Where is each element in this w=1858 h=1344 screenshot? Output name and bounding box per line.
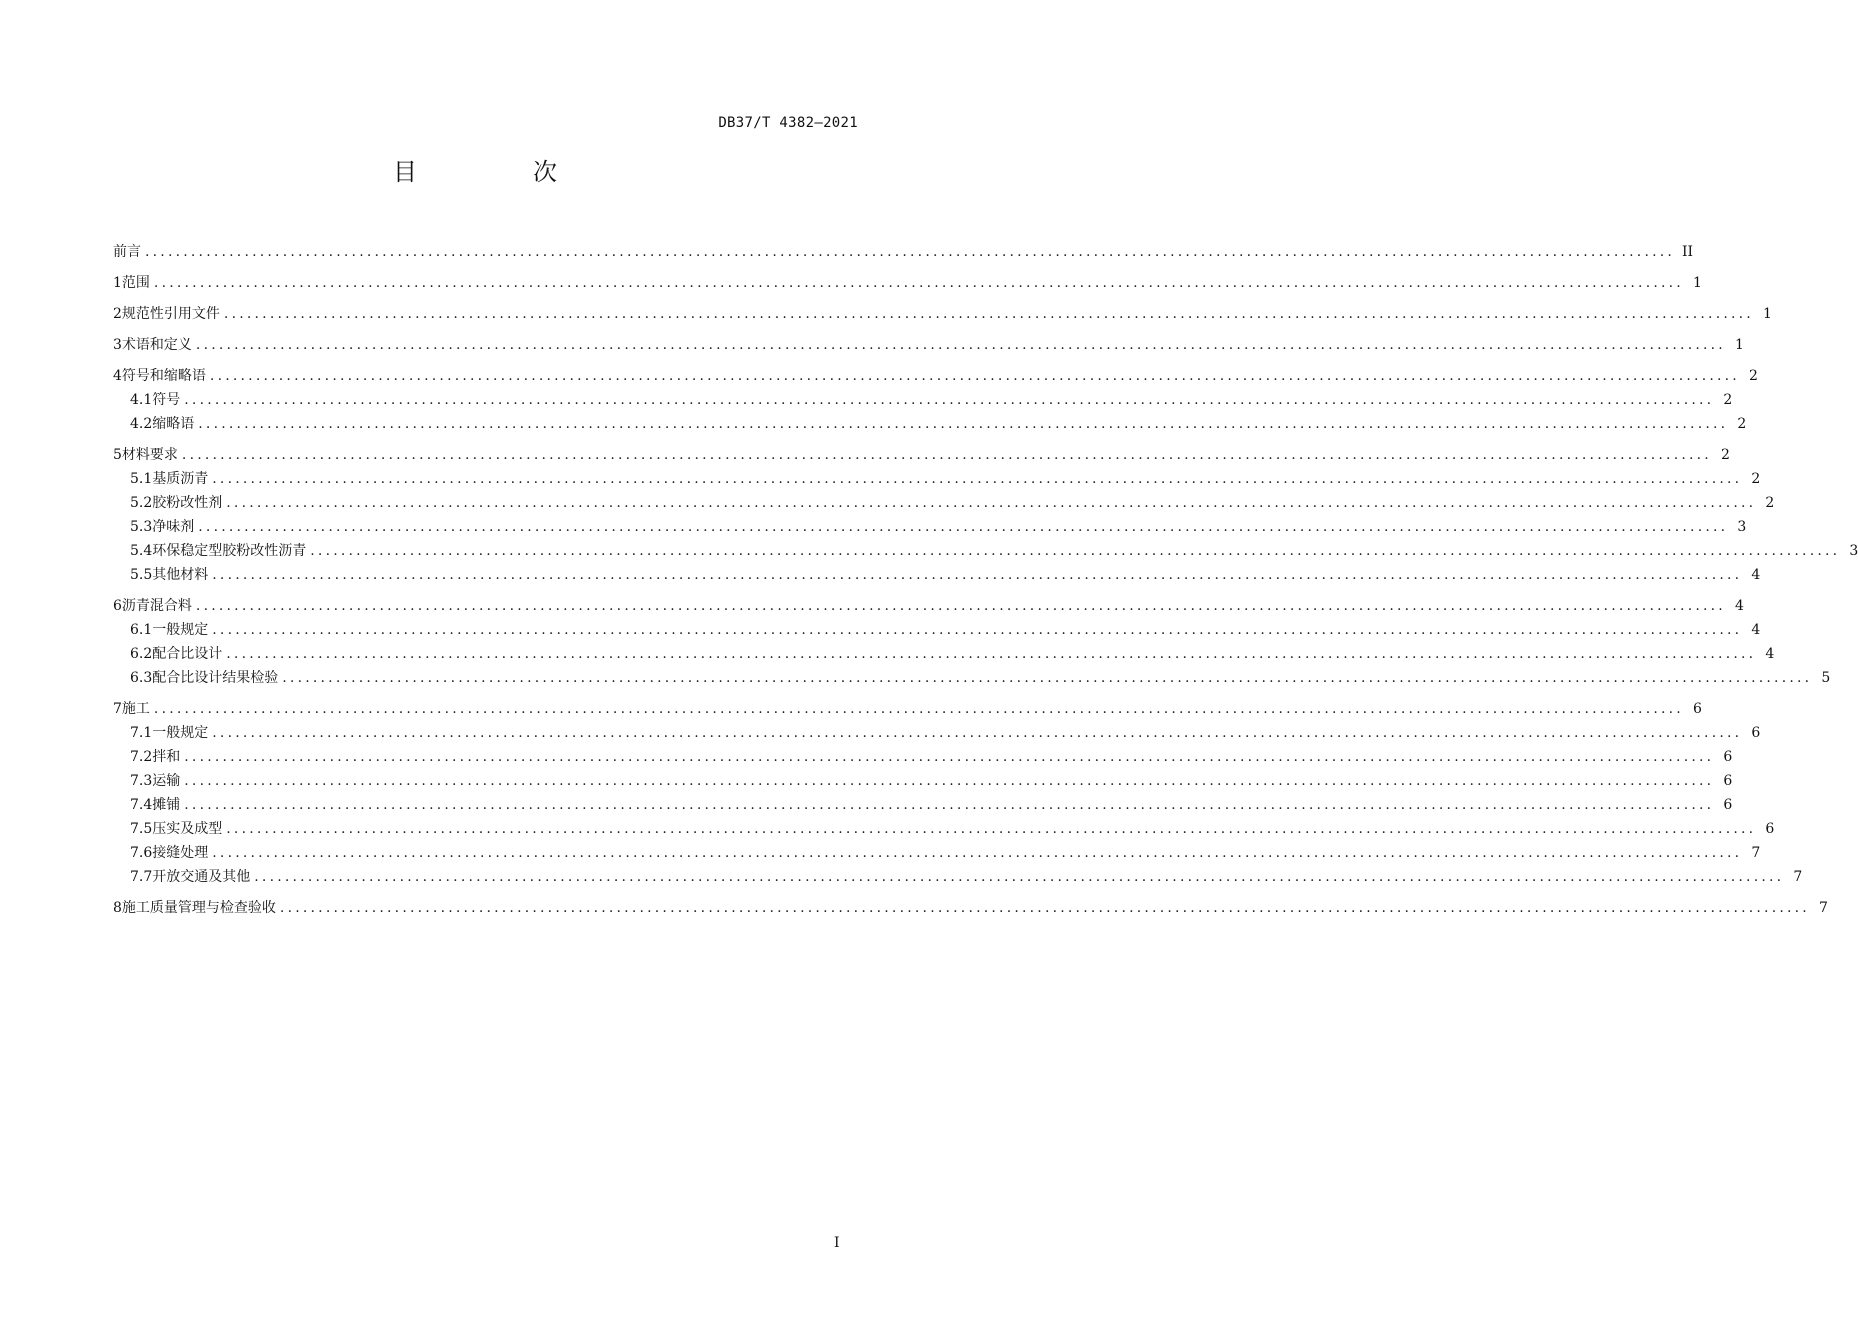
toc-entry-number: 6 <box>113 598 122 614</box>
toc-entry-page: 2 <box>1751 471 1761 487</box>
toc-leader-dots: ........................................................................................................................................................................................................ <box>212 725 1743 741</box>
toc-entry-number: 2 <box>113 306 122 322</box>
toc-entry-number: 7.1 <box>130 725 153 741</box>
toc-entry-number: 7.3 <box>130 773 153 789</box>
toc-entry-number: 5.1 <box>130 471 153 487</box>
toc-entry-page: 1 <box>1693 275 1702 291</box>
toc-entry-page: 3 <box>1737 519 1747 535</box>
toc-leader-dots: ........................................................................................................................................................................................................ <box>198 519 1729 535</box>
toc-entry[interactable] <box>113 841 1761 865</box>
toc-leader-dots: ........................................................................................................................................................................................................ <box>212 567 1743 583</box>
toc-entry-page: 6 <box>1723 797 1733 813</box>
toc-entry-number: 7.6 <box>130 845 153 861</box>
toc-entry[interactable] <box>113 642 1775 666</box>
page-title: 目 次 <box>393 158 603 186</box>
toc-entry-page: 3 <box>1849 543 1858 559</box>
toc-entry-number: 4.2 <box>130 416 153 432</box>
toc-entry-title: 沥青混合料 <box>121 598 192 614</box>
toc-entry[interactable] <box>113 443 1730 467</box>
toc-entry-title: 压实及成型 <box>152 821 223 837</box>
toc-entry-page: 4 <box>1751 567 1761 583</box>
toc-entry[interactable] <box>113 539 1858 563</box>
toc-entry-title: 施工质量管理与检查验收 <box>121 900 276 916</box>
toc-entry-title: 符号和缩略语 <box>121 368 206 384</box>
toc-entry-number: 1 <box>113 275 122 291</box>
toc-leader-dots: ........................................................................................................................................................................................................ <box>212 845 1743 861</box>
toc-entry[interactable] <box>113 697 1702 721</box>
toc-entry-title: 基质沥青 <box>152 471 209 487</box>
toc-entry-number: 6.3 <box>130 670 153 686</box>
toc-entry-page: 7 <box>1819 900 1828 916</box>
toc-entry-number: 5.5 <box>130 567 153 583</box>
toc-entry-page: 4 <box>1735 598 1744 614</box>
toc-entry-page: 2 <box>1723 392 1733 408</box>
toc-entry-page: II <box>1681 244 1694 260</box>
toc-entry[interactable] <box>113 271 1702 295</box>
toc-leader-dots: ........................................................................................................................................................................................................ <box>212 622 1743 638</box>
toc-entry[interactable] <box>113 865 1803 889</box>
toc-entry[interactable] <box>113 467 1761 491</box>
toc-leader-dots: ........................................................................................................................................................................................................ <box>184 773 1715 789</box>
toc-leader-dots: ........................................................................................................................................................................................................ <box>226 495 1757 511</box>
footer-page-number: I <box>834 1235 840 1251</box>
toc-entry[interactable] <box>113 896 1828 920</box>
toc-entry-page: 7 <box>1793 869 1803 885</box>
toc-leader-dots: ........................................................................................................................................................................................................ <box>212 471 1743 487</box>
toc-entry-number: 4 <box>113 368 122 384</box>
toc-entry-number: 7.5 <box>130 821 153 837</box>
toc-entry-title: 其他材料 <box>152 567 209 583</box>
toc-entry-title: 净味剂 <box>152 519 195 535</box>
toc-entry-number: 5 <box>113 447 122 463</box>
toc-leader-dots: ........................................................................................................................................................................................................ <box>254 869 1785 885</box>
toc-leader-dots: ........................................................................................................................................................................................................ <box>181 447 1712 463</box>
toc-entry-title: 范围 <box>121 275 150 291</box>
toc-entry[interactable] <box>113 388 1733 412</box>
toc-entry[interactable] <box>113 515 1747 539</box>
toc-entry[interactable] <box>113 769 1733 793</box>
toc-leader-dots: ........................................................................................................................................................................................................ <box>209 368 1740 384</box>
toc-entry[interactable] <box>113 594 1744 618</box>
toc-entry-title: 符号 <box>152 392 181 408</box>
toc-leader-dots: ........................................................................................................................................................................................................ <box>226 821 1757 837</box>
toc-entry[interactable] <box>113 333 1744 357</box>
toc-leader-dots: ........................................................................................................................................................................................................ <box>184 392 1715 408</box>
toc-entry[interactable] <box>113 745 1733 769</box>
toc-entry-title: 缩略语 <box>152 416 195 432</box>
toc-entry-page: 6 <box>1723 773 1733 789</box>
toc-entry-page: 2 <box>1721 447 1730 463</box>
toc-entry-title: 配合比设计 <box>152 646 223 662</box>
toc-leader-dots: ........................................................................................................................................................................................................ <box>279 900 1810 916</box>
toc-leader-dots: ........................................................................................................................................................................................................ <box>184 749 1715 765</box>
toc-entry[interactable] <box>113 491 1775 515</box>
toc-leader-dots: ........................................................................................................................................................................................................ <box>195 337 1726 353</box>
toc-entry-title: 胶粉改性剂 <box>152 495 223 511</box>
toc-entry-number: 6.1 <box>130 622 153 638</box>
toc-entry-number: 7.2 <box>130 749 153 765</box>
toc-entry-title: 运输 <box>152 773 181 789</box>
toc-entry-title: 环保稳定型胶粉改性沥青 <box>152 543 307 559</box>
toc-leader-dots: ........................................................................................................................................................................................................ <box>153 701 1684 717</box>
toc-leader-dots: ........................................................................................................................................................................................................ <box>153 275 1684 291</box>
toc-entry-title: 术语和定义 <box>121 337 192 353</box>
toc-entry-title: 配合比设计结果检验 <box>152 670 279 686</box>
toc-entry-number: 4.1 <box>130 392 153 408</box>
toc-entry-number: 7 <box>113 701 122 717</box>
toc-leader-dots: ........................................................................................................................................................................................................ <box>282 670 1813 686</box>
toc-leader-dots: ........................................................................................................................................................................................................ <box>226 646 1757 662</box>
toc-leader-dots: ........................................................................................................................................................................................................ <box>310 543 1841 559</box>
toc-entry-number: 3 <box>113 337 122 353</box>
toc-entry[interactable] <box>113 563 1761 587</box>
toc-entry-title: 材料要求 <box>121 447 178 463</box>
toc-entry-number: 7.4 <box>130 797 153 813</box>
toc-entry-page: 4 <box>1751 622 1761 638</box>
toc-entry-number: 5.4 <box>130 543 153 559</box>
toc-entry-title: 一般规定 <box>152 622 209 638</box>
toc-entry-number: 8 <box>113 900 122 916</box>
toc-entry-number: 5.3 <box>130 519 153 535</box>
toc-entry-title: 前言 <box>113 244 141 260</box>
toc-entry[interactable] <box>113 666 1831 690</box>
toc-leader-dots: ........................................................................................................................................................................................................ <box>223 306 1754 322</box>
toc-entry-page: 5 <box>1821 670 1831 686</box>
toc-entry-title: 拌和 <box>152 749 181 765</box>
toc-entry-number: 7.7 <box>130 869 153 885</box>
toc-entry-title: 规范性引用文件 <box>121 306 220 322</box>
toc-leader-dots: ........................................................................................................................................................................................................ <box>184 797 1715 813</box>
toc-entry-page: 6 <box>1693 701 1702 717</box>
toc-entry-page: 4 <box>1765 646 1775 662</box>
toc-entry[interactable] <box>113 618 1761 642</box>
toc-entry-title: 接缝处理 <box>152 845 209 861</box>
toc-entry-title: 开放交通及其他 <box>152 869 251 885</box>
toc-leader-dots: ........................................................................................................................................................................................................ <box>145 244 1676 260</box>
toc-entry[interactable] <box>113 721 1761 745</box>
toc-leader-dots: ........................................................................................................................................................................................................ <box>195 598 1726 614</box>
toc-entry-page: 2 <box>1737 416 1747 432</box>
toc-entry[interactable] <box>113 817 1775 841</box>
toc-entry-page: 6 <box>1765 821 1775 837</box>
toc-entry[interactable] <box>113 302 1772 326</box>
toc-entry-page: 6 <box>1723 749 1733 765</box>
toc-entry-page: 2 <box>1749 368 1758 384</box>
toc-entry[interactable] <box>113 364 1758 388</box>
toc-entry-page: 6 <box>1751 725 1761 741</box>
toc-entry-page: 2 <box>1765 495 1775 511</box>
toc-entry-page: 1 <box>1735 337 1744 353</box>
toc-entry-title: 施工 <box>121 701 150 717</box>
table-of-contents <box>113 240 1858 920</box>
toc-entry[interactable] <box>113 412 1747 436</box>
toc-entry-title: 一般规定 <box>152 725 209 741</box>
toc-entry-title: 摊铺 <box>152 797 181 813</box>
toc-entry-number: 6.2 <box>130 646 153 662</box>
toc-leader-dots: ........................................................................................................................................................................................................ <box>198 416 1729 432</box>
toc-entry[interactable] <box>113 793 1733 817</box>
toc-entry-page: 1 <box>1763 306 1772 322</box>
document-code: DB37/T 4382—2021 <box>718 115 858 131</box>
toc-entry-page: 7 <box>1751 845 1761 861</box>
toc-entry-number: 5.2 <box>130 495 153 511</box>
toc-entry[interactable] <box>113 240 1694 264</box>
